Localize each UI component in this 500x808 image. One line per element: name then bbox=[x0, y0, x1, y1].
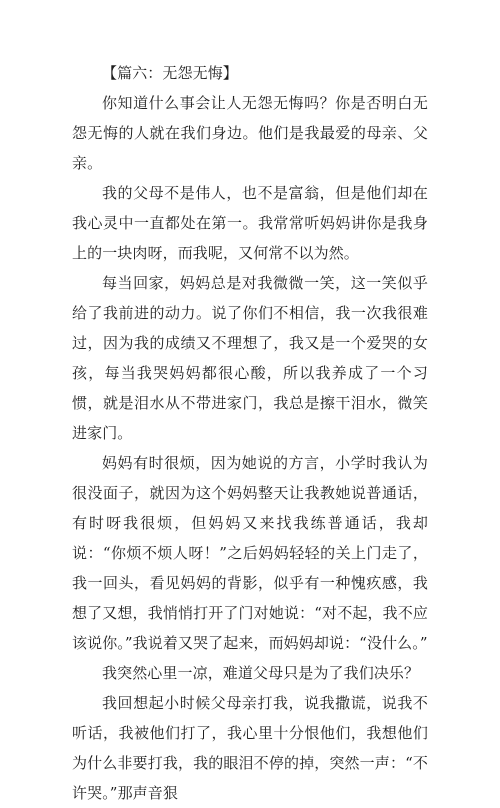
paragraph-4: 妈妈有时很烦，因为她说的方言，小学时我认为很没面子，就因为这个妈妈整天让我教她说普通话，有时呀我很烦，但妈妈又来找我练普通话，我却说：“你烦不烦人呀！”之后妈妈轻轻的关上门走了，我一回头，看见妈妈的背影，似乎有一种愧疚感，我想了又想，我悄悄打开了门对她说：“对不起，我不应该说你。”我说着又哭了起来，而妈妈却说：“没什么。” bbox=[72, 454, 428, 652]
paragraph-5: 我突然心里一凉，难道父母只是为了我们决乐？ bbox=[102, 664, 420, 682]
document-title: 【篇六：无怨无悔】 bbox=[102, 64, 238, 82]
paragraph-2: 我的父母不是伟人，也不是富翁，但是他们却在我心灵中一直都处在第一。我常常听妈妈讲你是我身上的一块肉呀，而我呢，又何常不以为然。 bbox=[72, 184, 428, 262]
paragraph-1: 你知道什么事会让人无怨无悔吗？你是否明白无怨无悔的人就在我们身边。他们是我最爱的母亲、父亲。 bbox=[72, 94, 428, 172]
paragraph-6: 我回想起小时候父母亲打我，说我撒谎，说我不听话，我被他们打了，我心里十分恨他们，我想他们为什么非要打我，我的眼泪不停的掉，突然一声：“不许哭。”那声音狠 bbox=[72, 694, 428, 802]
document-body bbox=[72, 58, 428, 808]
paragraph-3: 每当回家，妈妈总是对我微微一笑，这一笑似乎给了我前进的动力。说了你们不相信，我一次我很难过，因为我的成绩又不理想了，我又是一个爱哭的女孩，每当我哭妈妈都很心酸，所以我养成了一个习惯，就是泪水从不带进家门，我总是擦干泪水，微笑进家门。 bbox=[72, 274, 428, 442]
